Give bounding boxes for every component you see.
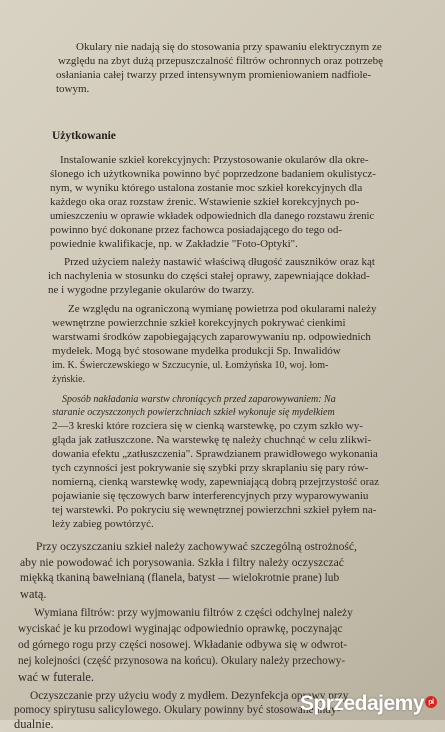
text-line: Sposób nakładania warstw chroniących przed zaparowywaniem: Na — [62, 394, 336, 405]
text-line: leży zabieg powtórzyć. — [52, 518, 154, 530]
text-line: powiednie kwalifikacje, np. w Zakładzie "Foto-Optyki". — [50, 238, 298, 250]
text-line: 2—3 kreski które rozciera się w cienką warstewkę, po czym szkło wy- — [52, 420, 363, 432]
text-line: gląda jak zatłuszczone. Na warstewkę tę należy chuchnąć w celu zlikwi- — [52, 434, 372, 446]
text-line: Oczyszczanie przy użyciu wody z mydłem. Dezynfekcja oprawy przy — [30, 690, 349, 702]
text-line: aby nie powodować ich porysowania. Szkła i filtry należy oczyszczać — [20, 556, 344, 569]
text-line: osłaniania całej twarzy przed intensywnym promieniowaniem nadfiole- — [56, 69, 372, 81]
text-line: Instalowanie szkieł korekcyjnych: Przystosowanie okularów dla okre- — [60, 154, 369, 166]
text-line: żyńskie. — [52, 374, 86, 385]
text-line: Przy oczyszczaniu szkieł należy zachowywać szczególną ostrożność, — [36, 540, 357, 553]
text-line: Wymiana filtrów: przy wyjmowaniu filtrów z części odchylnej należy — [34, 607, 353, 619]
text-line: od górnego rogu przy części nosowej. Wkładanie odbywa się w odwrot- — [18, 639, 348, 651]
text-line: każdego oka oraz rozstaw źrenic. Wstawienie szkieł korekcyjnych po- — [50, 196, 360, 208]
text-line: nym, w wyniku którego ustalona zostanie moc szkieł korekcyjnych dla — [50, 182, 363, 194]
text-line: wać w futerale. — [18, 670, 95, 684]
text-line: ich nachylenia w stosunku do części stałej oprawy, zapewniające dokład- — [48, 270, 370, 282]
text-line: mydełek. Mogą być stosowane mydełka produkcji Sp. Inwalidów — [52, 345, 341, 357]
text-line: względu na zbyt dużą przepuszczalność filtrów ochronnych oraz potrzebę — [58, 55, 383, 67]
text-line: ne i wygodne przyleganie okularów do twarzy. — [48, 284, 255, 296]
text-line: miękką tkaniną bawełnianą (flanela, batyst — wielokrotnie prane) lub — [20, 572, 340, 584]
text-line: Ze względu na ograniczoną wymianę powietrza pod okularami należy — [68, 303, 377, 315]
text-line: wewnętrzne powierzchnie szkieł korekcyjnych pokrywać cienkimi — [52, 317, 346, 329]
watermark-logo — [300, 692, 437, 716]
text-line: staranie oczyszczonych powierzchniach szkieł wykonuje się mydełkiem — [52, 407, 335, 418]
watermark-text: Sprzedajemy — [299, 692, 424, 715]
watermark-dot-icon — [425, 696, 437, 708]
text-line: warstwami środków zapobiegających zaparowywaniu np. odpowiednich — [52, 331, 371, 343]
text-line: nomierną, cienką warstewkę wody, zapewniającą dobrą przejrzystość oraz — [52, 476, 379, 488]
text-line: Okulary nie nadają się do stosowania przy spawaniu elektrycznym ze — [76, 41, 382, 53]
text-line: Przed użyciem należy nastawić właściwą długość zauszników oraz kąt — [64, 256, 375, 268]
text-line: powinno być dokonane przez fachowca posiadającego do tego od- — [50, 224, 342, 236]
text-line: dualnie. — [14, 717, 54, 731]
text-line: nej kolejności (część przynosowa na końcu). Okulary należy przechowy- — [18, 655, 346, 667]
text-line: umieszczeniu w oprawie wkładek odpowiednich dla danego rozstawu źrenic — [50, 211, 375, 222]
text-line: tych czynności jest pokrywanie się szybki przy skraplaniu się pary rów- — [52, 462, 369, 474]
text-line: watą. — [20, 587, 47, 601]
section-heading: Użytkowanie — [52, 130, 116, 142]
text-line: pojawianie się tęczowych barw interferencyjnych przy wyparowywaniu — [52, 490, 369, 502]
text-line: ślonego ich użytkownika powinno być poprzedzone badaniem okulistycz- — [50, 168, 376, 180]
text-line: wyciskać je ku przodowi wyginając odpowiednio oprawkę, poczynając — [18, 623, 343, 635]
text-line: towym. — [56, 83, 90, 95]
text-line: im. K. Świerczewskiego w Szczucynie, ul. Łomżyńska 10, woj. łom- — [52, 360, 329, 371]
text-line: dowania efektu „zatłuszczenia". Sprawdzianem prawidłowego wykonania — [52, 448, 378, 460]
text-line: pomocy spirytusu salicylowego. Okulary powinny być stosowane indy- — [14, 704, 341, 716]
text-line: tej warstewki. Po pokryciu się wewnętrznej powierzchni szkieł pyłem na- — [52, 504, 377, 516]
